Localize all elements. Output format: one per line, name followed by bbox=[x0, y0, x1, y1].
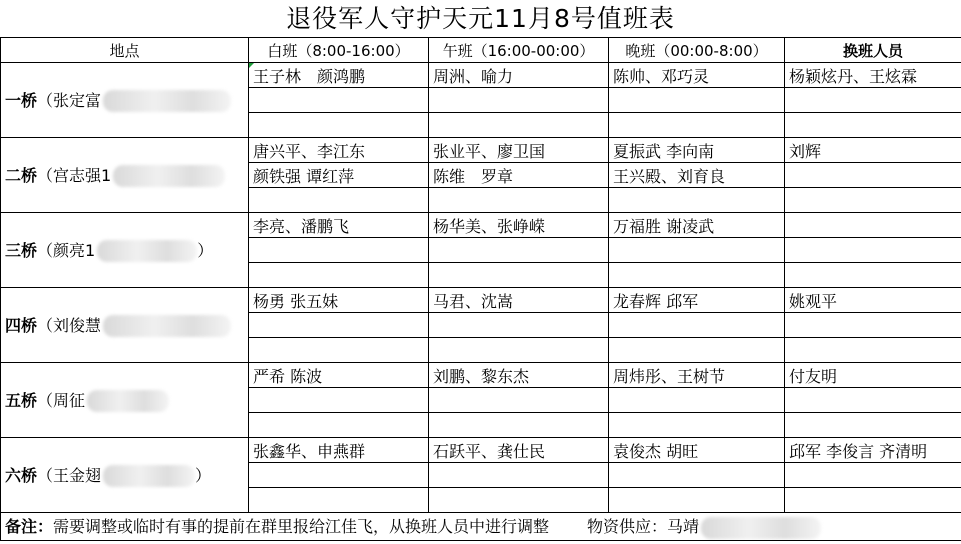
header-row bbox=[1, 38, 961, 63]
day-shift-cell bbox=[249, 488, 429, 513]
day-shift-cell: 杨勇 张五妹 bbox=[249, 288, 429, 313]
night-shift-cell bbox=[609, 388, 785, 413]
day-shift-cell bbox=[249, 263, 429, 288]
day-shift-cell: 张鑫华、申燕群 bbox=[249, 438, 429, 463]
noon-shift-cell bbox=[429, 413, 609, 438]
table-row bbox=[1, 288, 961, 313]
night-shift-cell bbox=[609, 188, 785, 213]
backup-cell bbox=[785, 188, 961, 213]
noon-shift-cell: 陈维 罗章 bbox=[429, 163, 609, 188]
backup-cell bbox=[785, 213, 961, 238]
bridge-place-cell bbox=[1, 63, 249, 138]
bridge-label: 五桥 bbox=[5, 390, 38, 410]
table-row bbox=[1, 213, 961, 238]
bridge-label: 三桥 bbox=[5, 240, 38, 260]
table-row bbox=[1, 363, 961, 388]
backup-cell bbox=[785, 488, 961, 513]
backup-cell bbox=[785, 463, 961, 488]
day-shift-cell: 李亮、潘鹏飞 bbox=[249, 213, 429, 238]
supply-name: 马靖 bbox=[667, 517, 700, 537]
noon-shift-cell bbox=[429, 313, 609, 338]
night-shift-cell bbox=[609, 313, 785, 338]
backup-cell bbox=[785, 313, 961, 338]
noon-shift-cell bbox=[429, 263, 609, 288]
redacted-phone bbox=[103, 90, 231, 112]
bridge-contact: （张定富 bbox=[37, 90, 102, 110]
day-shift-cell: 唐兴平、李江东 bbox=[249, 138, 429, 163]
supply-label: 物资供应： bbox=[587, 517, 668, 537]
bridge-label: 六桥 bbox=[5, 465, 38, 485]
night-shift-cell bbox=[609, 413, 785, 438]
noon-shift-cell: 石跃平、龚仕民 bbox=[429, 438, 609, 463]
bridge-place-cell bbox=[1, 288, 249, 363]
bridge-label: 二桥 bbox=[5, 165, 38, 185]
night-shift-cell: 万福胜 谢凌武 bbox=[609, 213, 785, 238]
night-shift-cell: 王兴殿、刘育良 bbox=[609, 163, 785, 188]
backup-cell: 邱军 李俊言 齐清明 bbox=[785, 438, 961, 463]
night-shift-cell: 袁俊杰 胡旺 bbox=[609, 438, 785, 463]
backup-cell: 姚观平 bbox=[785, 288, 961, 313]
backup-cell bbox=[785, 238, 961, 263]
noon-shift-cell bbox=[429, 388, 609, 413]
bridge-contact: （周征 bbox=[37, 390, 86, 410]
noon-shift-cell: 马君、沈嵩 bbox=[429, 288, 609, 313]
noon-shift-cell bbox=[429, 113, 609, 138]
bridge-contact-close: ） bbox=[195, 465, 212, 485]
day-shift-cell: 严希 陈波 bbox=[249, 363, 429, 388]
day-shift-cell: 王子林 颜鸿鹏 bbox=[249, 63, 429, 88]
night-shift-cell: 龙春辉 邱军 bbox=[609, 288, 785, 313]
noon-shift-cell: 刘鹏、黎东杰 bbox=[429, 363, 609, 388]
noon-shift-cell bbox=[429, 488, 609, 513]
night-shift-cell bbox=[609, 488, 785, 513]
day-shift-cell bbox=[249, 113, 429, 138]
bridge-place-cell bbox=[1, 438, 249, 513]
note-label: 备注： bbox=[5, 517, 54, 537]
header-noon-shift: 午班（16:00-00:00） bbox=[429, 38, 609, 63]
backup-cell bbox=[785, 88, 961, 113]
night-shift-cell bbox=[609, 263, 785, 288]
day-shift-cell bbox=[249, 338, 429, 363]
roster-table bbox=[0, 37, 961, 541]
night-shift-cell bbox=[609, 88, 785, 113]
bridge-place-cell bbox=[1, 138, 249, 213]
noon-shift-cell: 杨华美、张峥嵘 bbox=[429, 213, 609, 238]
day-shift-cell bbox=[249, 413, 429, 438]
day-shift-cell bbox=[249, 463, 429, 488]
backup-cell: 付友明 bbox=[785, 363, 961, 388]
noon-shift-cell bbox=[429, 463, 609, 488]
sheet-title: 退役军人守护天元11月8号值班表 bbox=[286, 4, 675, 33]
day-shift-cell bbox=[249, 388, 429, 413]
night-shift-cell bbox=[609, 113, 785, 138]
backup-cell bbox=[785, 263, 961, 288]
night-shift-cell bbox=[609, 338, 785, 363]
noon-shift-cell: 周洲、喻力 bbox=[429, 63, 609, 88]
note-cell bbox=[1, 513, 961, 541]
day-shift-cell: 颜铁强 谭红萍 bbox=[249, 163, 429, 188]
bridge-contact: （王金翅 bbox=[37, 465, 102, 485]
noon-shift-cell bbox=[429, 238, 609, 263]
redacted-phone bbox=[97, 240, 197, 262]
noon-shift-cell bbox=[429, 338, 609, 363]
header-place: 地点 bbox=[1, 38, 249, 63]
redacted-phone bbox=[103, 465, 195, 487]
bridge-contact: （刘俊慧 bbox=[37, 315, 102, 335]
table-row bbox=[1, 438, 961, 463]
note-text: 需要调整或临时有事的提前在群里报给江佳飞，从换班人员中进行调整 bbox=[53, 517, 550, 537]
backup-cell bbox=[785, 413, 961, 438]
day-shift-cell bbox=[249, 88, 429, 113]
backup-cell bbox=[785, 388, 961, 413]
noon-shift-cell: 张业平、廖卫国 bbox=[429, 138, 609, 163]
day-shift-cell bbox=[249, 238, 429, 263]
bridge-contact: （颜亮1 bbox=[37, 240, 96, 260]
header-backup: 换班人员 bbox=[785, 38, 961, 63]
day-shift-cell bbox=[249, 313, 429, 338]
day-shift-cell bbox=[249, 188, 429, 213]
header-night-shift: 晚班（00:00-8:00） bbox=[609, 38, 785, 63]
backup-cell bbox=[785, 113, 961, 138]
table-row bbox=[1, 63, 961, 88]
backup-cell bbox=[785, 163, 961, 188]
night-shift-cell bbox=[609, 463, 785, 488]
bridge-label: 四桥 bbox=[5, 315, 38, 335]
bridge-place-cell bbox=[1, 363, 249, 438]
note-row bbox=[1, 513, 961, 541]
bridge-contact-close: ） bbox=[197, 240, 214, 260]
night-shift-cell: 陈帅、邓巧灵 bbox=[609, 63, 785, 88]
redacted-phone bbox=[701, 517, 821, 539]
bridge-place-cell bbox=[1, 213, 249, 288]
night-shift-cell bbox=[609, 238, 785, 263]
redacted-phone bbox=[113, 165, 225, 187]
noon-shift-cell bbox=[429, 88, 609, 113]
noon-shift-cell bbox=[429, 188, 609, 213]
header-day-shift: 白班（8:00-16:00） bbox=[249, 38, 429, 63]
bridge-label: 一桥 bbox=[5, 90, 38, 110]
night-shift-cell: 周炜彤、王树节 bbox=[609, 363, 785, 388]
night-shift-cell: 夏振武 李向南 bbox=[609, 138, 785, 163]
redacted-phone bbox=[103, 315, 231, 337]
table-row bbox=[1, 138, 961, 163]
backup-cell: 刘辉 bbox=[785, 138, 961, 163]
backup-cell bbox=[785, 338, 961, 363]
redacted-phone bbox=[87, 390, 169, 412]
backup-cell: 杨颖炫丹、王炫霖 bbox=[785, 63, 961, 88]
bridge-contact: （宫志强1 bbox=[37, 165, 112, 185]
